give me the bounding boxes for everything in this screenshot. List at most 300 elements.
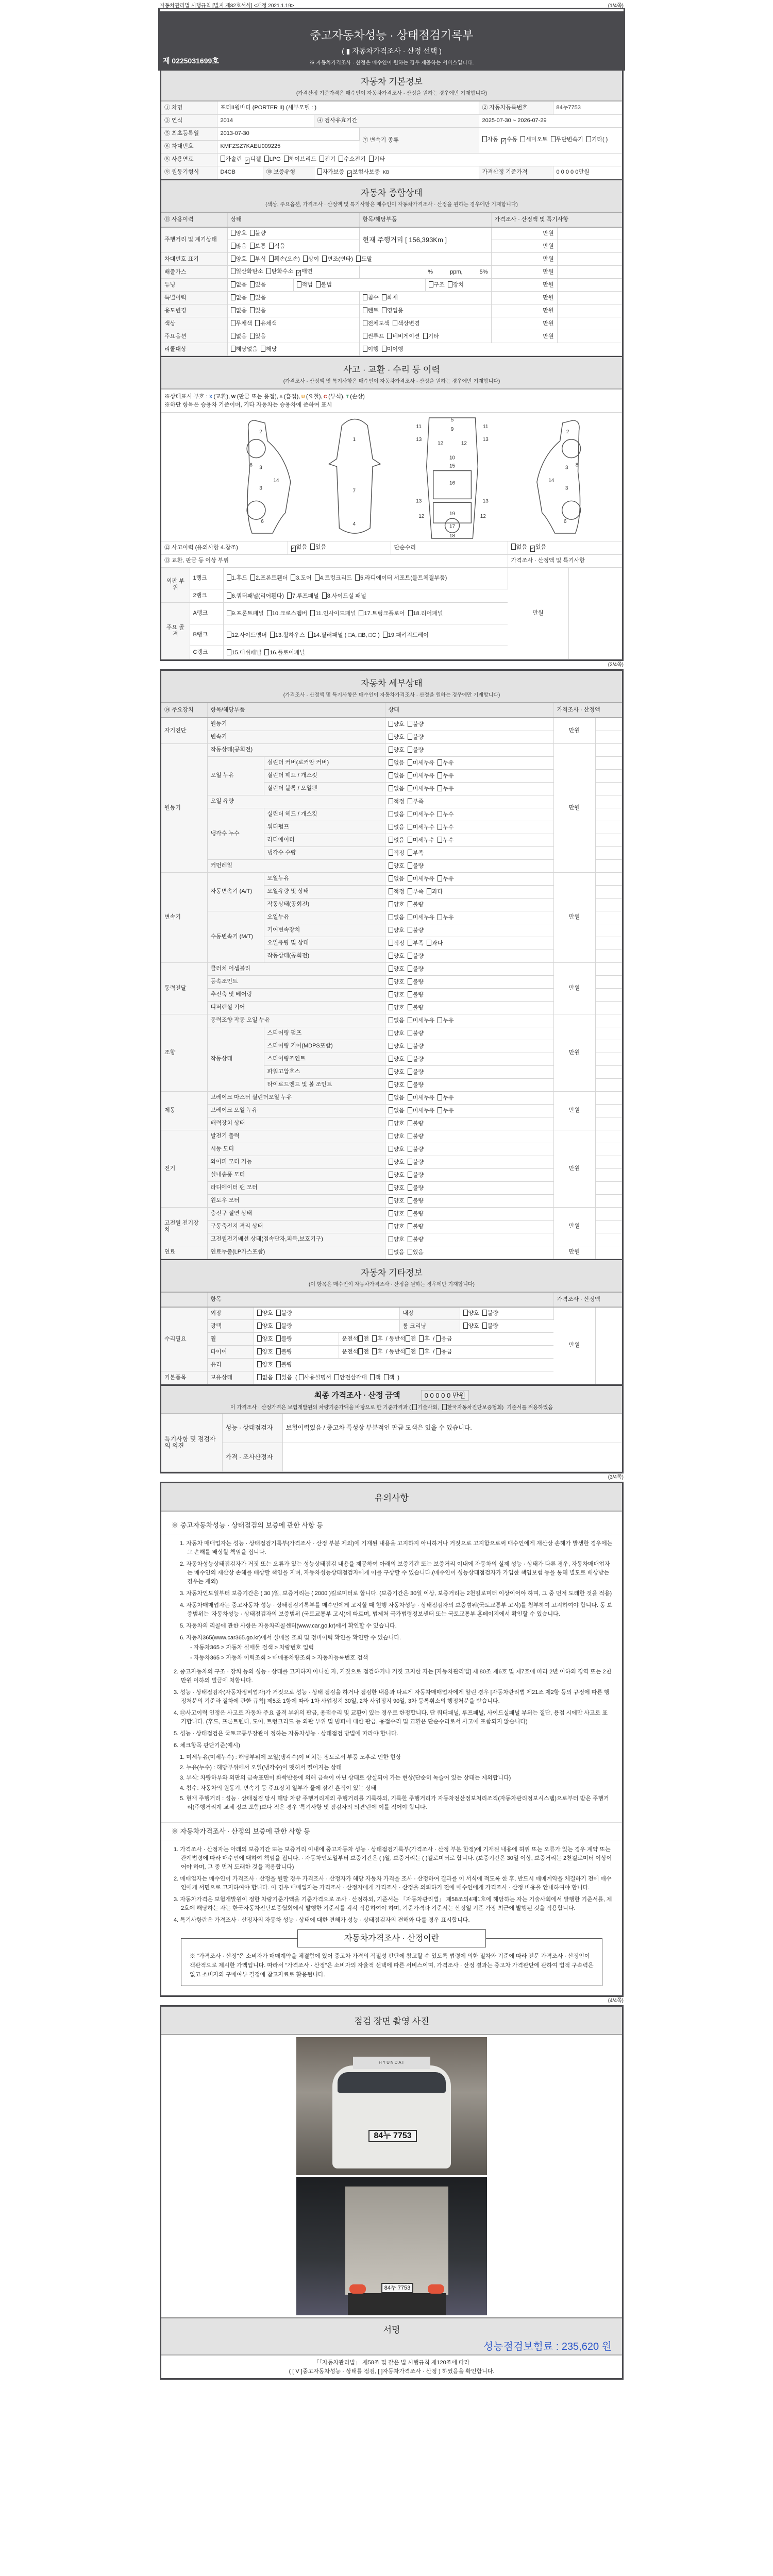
checkbox-option[interactable] [389, 811, 405, 818]
checkbox-icon[interactable] [389, 798, 393, 804]
checkbox-option[interactable] [257, 1374, 273, 1381]
checkbox-option[interactable] [389, 759, 405, 767]
checkbox-icon[interactable] [408, 1069, 412, 1075]
checkbox-option[interactable] [245, 156, 261, 164]
checkbox-option[interactable] [482, 1323, 498, 1330]
checkbox-option[interactable] [408, 978, 424, 986]
checkbox-icon[interactable] [389, 888, 393, 894]
checkbox-icon[interactable] [408, 1249, 412, 1255]
checkbox-icon[interactable] [389, 978, 393, 985]
checkbox-option[interactable] [423, 333, 439, 340]
checkbox-icon[interactable] [231, 294, 236, 300]
checkbox-icon[interactable] [227, 610, 231, 616]
checkbox-option[interactable] [231, 268, 263, 275]
checkbox-option[interactable] [438, 811, 453, 818]
checkbox-icon[interactable] [370, 1374, 375, 1380]
checkbox-option[interactable] [276, 1348, 292, 1355]
checkbox-option[interactable] [427, 940, 443, 947]
checkbox-icon[interactable] [408, 1043, 412, 1049]
checkbox-option[interactable] [406, 1348, 416, 1355]
checkbox-option[interactable] [389, 1120, 405, 1127]
checkbox-option[interactable] [408, 1107, 435, 1114]
checkbox-icon[interactable] [408, 1236, 412, 1242]
checkbox-option[interactable] [427, 888, 443, 895]
checkbox-icon[interactable] [276, 1374, 281, 1380]
checkbox-icon[interactable] [482, 136, 487, 142]
checkbox-icon[interactable] [363, 307, 367, 313]
checkbox-option[interactable] [442, 1403, 504, 1411]
checkbox-option[interactable] [408, 1120, 424, 1127]
checkbox-option[interactable] [389, 1197, 405, 1205]
checkbox-icon[interactable] [389, 875, 393, 882]
checkbox-option[interactable] [231, 281, 247, 289]
checkbox-option[interactable] [255, 320, 277, 327]
checkbox-icon[interactable] [389, 759, 393, 766]
checkbox-icon[interactable] [389, 1236, 393, 1242]
checkbox-icon[interactable] [406, 1335, 410, 1342]
checkbox-option[interactable] [382, 307, 404, 314]
checkbox-option[interactable] [408, 609, 443, 618]
checkbox-option[interactable] [408, 1210, 424, 1217]
checkbox-icon[interactable] [389, 1017, 393, 1023]
checkbox-icon[interactable] [221, 156, 225, 162]
checkbox-option[interactable] [389, 798, 405, 805]
checkbox-option[interactable] [389, 888, 405, 895]
checkbox-option[interactable] [358, 1348, 369, 1355]
checkbox-option[interactable] [389, 1094, 405, 1101]
checkbox-icon[interactable] [419, 1335, 424, 1342]
checkbox-icon[interactable] [310, 610, 315, 616]
checkbox-icon[interactable] [408, 824, 412, 830]
checkbox-option[interactable] [276, 1323, 292, 1330]
checkbox-option[interactable] [408, 772, 435, 779]
checkbox-option[interactable] [412, 1403, 439, 1411]
checkbox-option[interactable] [347, 169, 380, 177]
checkbox-option[interactable] [276, 1374, 292, 1381]
checkbox-option[interactable] [408, 1184, 424, 1192]
checkbox-option[interactable] [408, 785, 435, 792]
checkbox-option[interactable] [317, 168, 345, 176]
checkbox-icon[interactable] [250, 333, 255, 339]
checkbox-option[interactable] [389, 1107, 405, 1114]
checkbox-icon[interactable] [310, 544, 315, 550]
checkbox-option[interactable] [363, 333, 384, 340]
checkbox-icon[interactable] [408, 837, 412, 843]
checkbox-icon[interactable] [408, 1146, 412, 1152]
checkbox-option[interactable] [482, 1310, 498, 1317]
checkbox-option[interactable] [389, 772, 405, 779]
checkbox-icon[interactable] [257, 1323, 262, 1329]
checkbox-option[interactable] [389, 914, 405, 921]
checkbox-icon[interactable] [255, 320, 260, 326]
checkbox-icon[interactable] [264, 649, 269, 655]
checkbox-option[interactable] [334, 1374, 367, 1381]
checkbox-icon[interactable] [482, 1310, 487, 1316]
checkbox-option[interactable] [308, 631, 380, 639]
checkbox-option[interactable] [408, 798, 424, 805]
checkbox-icon[interactable] [276, 1323, 281, 1329]
checkbox-option[interactable] [384, 1374, 395, 1381]
checkbox-icon[interactable] [382, 294, 386, 300]
checkbox-option[interactable] [520, 136, 548, 143]
checkbox-icon[interactable] [384, 1374, 389, 1380]
checkbox-icon[interactable] [389, 927, 393, 933]
checkbox-icon[interactable] [257, 1310, 262, 1316]
checkbox-icon[interactable] [389, 1172, 393, 1178]
checkbox-icon[interactable] [363, 346, 367, 352]
checkbox-icon[interactable] [317, 168, 322, 175]
checkbox-icon[interactable] [438, 837, 442, 843]
checkbox-icon[interactable] [231, 230, 236, 236]
checkbox-option[interactable] [389, 978, 405, 986]
checkbox-option[interactable] [389, 901, 405, 908]
checkbox-icon[interactable] [231, 320, 236, 326]
checkbox-icon[interactable] [308, 632, 313, 638]
checkbox-option[interactable] [356, 256, 372, 263]
checkbox-icon[interactable] [316, 281, 321, 287]
checkbox-option[interactable] [419, 1335, 430, 1343]
checkbox-option[interactable] [389, 1069, 405, 1076]
checkbox-option[interactable] [315, 574, 352, 582]
checkbox-option[interactable] [408, 901, 424, 908]
checkbox-option[interactable] [511, 544, 527, 551]
checkbox-option[interactable] [291, 544, 307, 552]
checkbox-option[interactable] [408, 1056, 424, 1063]
checkbox-icon[interactable] [276, 1335, 281, 1342]
checkbox-option[interactable] [438, 1094, 453, 1101]
checkbox-icon[interactable] [389, 1094, 393, 1100]
checkbox-option[interactable] [408, 1172, 424, 1179]
checkbox-icon[interactable] [438, 785, 442, 791]
checkbox-option[interactable] [339, 156, 366, 163]
checkbox-icon[interactable] [438, 772, 442, 778]
checkbox-option[interactable] [287, 592, 319, 600]
checkbox-icon[interactable] [408, 850, 412, 856]
checkbox-option[interactable] [359, 609, 405, 618]
checkbox-icon[interactable] [257, 1335, 262, 1342]
checkbox-option[interactable] [408, 1223, 424, 1230]
checkbox-icon[interactable] [245, 158, 249, 164]
checkbox-icon[interactable] [423, 333, 428, 339]
checkbox-option[interactable] [429, 281, 445, 289]
checkbox-option[interactable] [408, 940, 424, 947]
checkbox-option[interactable] [406, 1335, 416, 1343]
checkbox-option[interactable] [408, 811, 435, 818]
checkbox-icon[interactable] [408, 901, 412, 907]
checkbox-option[interactable] [408, 1081, 424, 1089]
checkbox-option[interactable] [257, 1310, 273, 1317]
checkbox-option[interactable] [372, 1335, 383, 1343]
checkbox-option[interactable] [231, 294, 247, 301]
checkbox-option[interactable] [389, 965, 405, 973]
checkbox-icon[interactable] [408, 785, 412, 791]
checkbox-option[interactable] [227, 592, 284, 600]
checkbox-icon[interactable] [358, 1348, 363, 1354]
checkbox-option[interactable] [389, 1210, 405, 1217]
checkbox-icon[interactable] [270, 632, 275, 638]
checkbox-option[interactable] [370, 1374, 381, 1381]
checkbox-icon[interactable] [231, 333, 236, 339]
checkbox-option[interactable] [266, 268, 294, 275]
checkbox-icon[interactable] [463, 1323, 468, 1329]
checkbox-icon[interactable] [389, 1223, 393, 1229]
checkbox-icon[interactable] [427, 940, 431, 946]
checkbox-option[interactable] [436, 1335, 452, 1343]
checkbox-option[interactable] [408, 1094, 435, 1101]
checkbox-icon[interactable] [438, 914, 442, 920]
checkbox-icon[interactable] [383, 632, 388, 638]
checkbox-icon[interactable] [389, 785, 393, 791]
checkbox-option[interactable] [389, 824, 405, 831]
checkbox-option[interactable] [389, 991, 405, 998]
checkbox-option[interactable] [389, 721, 405, 728]
checkbox-icon[interactable] [389, 991, 393, 997]
checkbox-option[interactable] [389, 1133, 405, 1140]
checkbox-option[interactable] [389, 953, 405, 960]
checkbox-option[interactable] [448, 281, 464, 289]
checkbox-option[interactable] [438, 837, 453, 844]
checkbox-icon[interactable] [482, 1323, 487, 1329]
checkbox-option[interactable] [408, 1249, 424, 1256]
checkbox-option[interactable] [408, 888, 424, 895]
checkbox-option[interactable] [310, 609, 356, 618]
checkbox-option[interactable] [408, 721, 424, 728]
checkbox-option[interactable] [250, 256, 266, 263]
checkbox-icon[interactable] [250, 294, 255, 300]
checkbox-option[interactable] [408, 1159, 424, 1166]
checkbox-option[interactable] [438, 759, 453, 767]
checkbox-icon[interactable] [408, 940, 412, 946]
checkbox-option[interactable] [438, 824, 453, 831]
checkbox-icon[interactable] [389, 1249, 393, 1255]
checkbox-option[interactable] [369, 156, 385, 163]
checkbox-icon[interactable] [393, 320, 397, 326]
checkbox-icon[interactable] [389, 1197, 393, 1204]
checkbox-option[interactable] [250, 574, 288, 582]
checkbox-option[interactable] [227, 609, 264, 618]
checkbox-icon[interactable] [389, 772, 393, 778]
checkbox-icon[interactable] [389, 1056, 393, 1062]
checkbox-option[interactable] [387, 333, 419, 340]
checkbox-option[interactable] [389, 940, 405, 947]
checkbox-icon[interactable] [463, 1310, 468, 1316]
checkbox-icon[interactable] [359, 610, 363, 616]
checkbox-icon[interactable] [520, 136, 525, 142]
checkbox-option[interactable] [250, 243, 266, 250]
checkbox-option[interactable] [436, 1348, 452, 1355]
checkbox-icon[interactable] [276, 1361, 281, 1367]
checkbox-option[interactable] [389, 1172, 405, 1179]
checkbox-option[interactable] [250, 307, 266, 314]
checkbox-icon[interactable] [408, 759, 412, 766]
checkbox-icon[interactable] [408, 1184, 412, 1191]
checkbox-icon[interactable] [389, 824, 393, 830]
checkbox-icon[interactable] [299, 1374, 304, 1380]
checkbox-icon[interactable] [287, 592, 292, 599]
checkbox-option[interactable] [419, 1348, 430, 1355]
checkbox-option[interactable] [257, 1323, 273, 1330]
checkbox-option[interactable] [389, 1030, 405, 1037]
checkbox-icon[interactable] [389, 1159, 393, 1165]
checkbox-icon[interactable] [389, 1133, 393, 1139]
checkbox-option[interactable] [389, 1056, 405, 1063]
checkbox-option[interactable] [257, 1361, 273, 1368]
checkbox-option[interactable] [250, 281, 266, 289]
checkbox-option[interactable] [231, 256, 247, 263]
checkbox-icon[interactable] [250, 307, 255, 313]
checkbox-icon[interactable] [356, 256, 361, 262]
checkbox-icon[interactable] [408, 927, 412, 933]
checkbox-option[interactable] [227, 574, 247, 582]
checkbox-option[interactable] [303, 256, 319, 263]
checkbox-option[interactable] [231, 307, 247, 314]
checkbox-icon[interactable] [586, 136, 591, 142]
checkbox-option[interactable] [408, 953, 424, 960]
checkbox-icon[interactable] [387, 333, 392, 339]
checkbox-icon[interactable] [438, 1094, 442, 1100]
checkbox-option[interactable] [408, 1146, 424, 1153]
checkbox-option[interactable] [276, 1361, 292, 1368]
checkbox-option[interactable] [389, 1081, 405, 1089]
checkbox-icon[interactable] [389, 850, 393, 856]
checkbox-option[interactable] [320, 156, 335, 163]
checkbox-icon[interactable] [339, 156, 343, 162]
checkbox-icon[interactable] [227, 649, 231, 655]
checkbox-option[interactable] [389, 1184, 405, 1192]
checkbox-option[interactable] [408, 862, 424, 870]
checkbox-option[interactable] [297, 281, 313, 289]
checkbox-option[interactable] [389, 850, 405, 857]
checkbox-icon[interactable] [363, 320, 367, 326]
checkbox-icon[interactable] [334, 1374, 339, 1380]
checkbox-icon[interactable] [266, 268, 271, 274]
checkbox-option[interactable] [438, 914, 453, 921]
checkbox-icon[interactable] [419, 1348, 424, 1354]
checkbox-option[interactable] [363, 346, 379, 353]
checkbox-icon[interactable] [358, 1335, 363, 1342]
checkbox-icon[interactable] [408, 798, 412, 804]
checkbox-icon[interactable] [501, 138, 506, 144]
checkbox-option[interactable] [310, 544, 326, 551]
checkbox-icon[interactable] [389, 1081, 393, 1088]
checkbox-option[interactable] [231, 320, 253, 327]
checkbox-icon[interactable] [408, 610, 413, 616]
checkbox-icon[interactable] [250, 230, 255, 236]
checkbox-option[interactable] [408, 759, 435, 767]
checkbox-option[interactable] [322, 592, 366, 600]
checkbox-option[interactable] [363, 294, 379, 301]
checkbox-option[interactable] [316, 281, 332, 289]
checkbox-option[interactable] [393, 320, 420, 327]
checkbox-icon[interactable] [408, 1017, 412, 1023]
checkbox-icon[interactable] [389, 837, 393, 843]
checkbox-option[interactable] [586, 136, 608, 143]
checkbox-option[interactable] [389, 785, 405, 792]
checkbox-icon[interactable] [322, 256, 327, 262]
checkbox-icon[interactable] [408, 1030, 412, 1036]
checkbox-option[interactable] [383, 631, 429, 639]
checkbox-icon[interactable] [438, 1017, 442, 1023]
checkbox-icon[interactable] [250, 281, 255, 287]
checkbox-option[interactable] [408, 734, 424, 741]
checkbox-option[interactable] [299, 1374, 331, 1381]
checkbox-icon[interactable] [389, 1210, 393, 1216]
checkbox-option[interactable] [463, 1310, 479, 1317]
checkbox-option[interactable] [389, 862, 405, 870]
checkbox-option[interactable] [231, 243, 247, 250]
checkbox-icon[interactable] [257, 1348, 262, 1354]
checkbox-option[interactable] [438, 1107, 453, 1114]
checkbox-option[interactable] [231, 346, 258, 353]
checkbox-icon[interactable] [408, 875, 412, 882]
checkbox-option[interactable] [231, 333, 247, 340]
checkbox-option[interactable] [389, 1223, 405, 1230]
checkbox-icon[interactable] [438, 875, 442, 882]
checkbox-icon[interactable] [389, 1146, 393, 1152]
checkbox-option[interactable] [408, 991, 424, 998]
checkbox-icon[interactable] [297, 281, 301, 287]
checkbox-icon[interactable] [389, 1043, 393, 1049]
checkbox-icon[interactable] [408, 1056, 412, 1062]
checkbox-option[interactable] [227, 649, 262, 657]
checkbox-icon[interactable] [436, 1348, 441, 1354]
checkbox-icon[interactable] [315, 574, 320, 581]
checkbox-option[interactable] [530, 544, 546, 552]
checkbox-icon[interactable] [408, 953, 412, 959]
checkbox-icon[interactable] [406, 1348, 410, 1354]
checkbox-option[interactable] [269, 243, 285, 250]
checkbox-option[interactable] [438, 875, 453, 883]
checkbox-option[interactable] [389, 734, 405, 741]
checkbox-option[interactable] [438, 785, 453, 792]
checkbox-option[interactable] [463, 1323, 479, 1330]
checkbox-icon[interactable] [257, 1361, 262, 1367]
checkbox-option[interactable] [267, 609, 307, 618]
checkbox-icon[interactable] [408, 1223, 412, 1229]
checkbox-icon[interactable] [227, 574, 231, 581]
checkbox-icon[interactable] [291, 574, 295, 581]
checkbox-icon[interactable] [355, 574, 360, 581]
checkbox-icon[interactable] [427, 888, 431, 894]
checkbox-icon[interactable] [438, 1107, 442, 1113]
checkbox-icon[interactable] [408, 978, 412, 985]
checkbox-icon[interactable] [438, 811, 442, 817]
checkbox-option[interactable] [389, 927, 405, 934]
checkbox-icon[interactable] [408, 747, 412, 753]
checkbox-icon[interactable] [372, 1335, 377, 1342]
checkbox-option[interactable] [408, 1069, 424, 1076]
checkbox-icon[interactable] [389, 1069, 393, 1075]
checkbox-icon[interactable] [408, 1107, 412, 1113]
checkbox-option[interactable] [257, 1348, 273, 1355]
checkbox-option[interactable] [296, 268, 312, 276]
checkbox-icon[interactable] [389, 862, 393, 869]
checkbox-option[interactable] [389, 1004, 405, 1011]
checkbox-option[interactable] [284, 156, 316, 163]
checkbox-option[interactable] [408, 1004, 424, 1011]
checkbox-icon[interactable] [408, 734, 412, 740]
checkbox-icon[interactable] [408, 888, 412, 894]
checkbox-option[interactable] [389, 1043, 405, 1050]
checkbox-icon[interactable] [408, 914, 412, 920]
checkbox-option[interactable] [358, 1335, 369, 1343]
checkbox-option[interactable] [408, 875, 435, 883]
checkbox-icon[interactable] [438, 824, 442, 830]
checkbox-option[interactable] [355, 574, 447, 582]
checkbox-icon[interactable] [296, 270, 301, 276]
checkbox-option[interactable] [438, 772, 453, 779]
checkbox-option[interactable] [382, 346, 404, 353]
